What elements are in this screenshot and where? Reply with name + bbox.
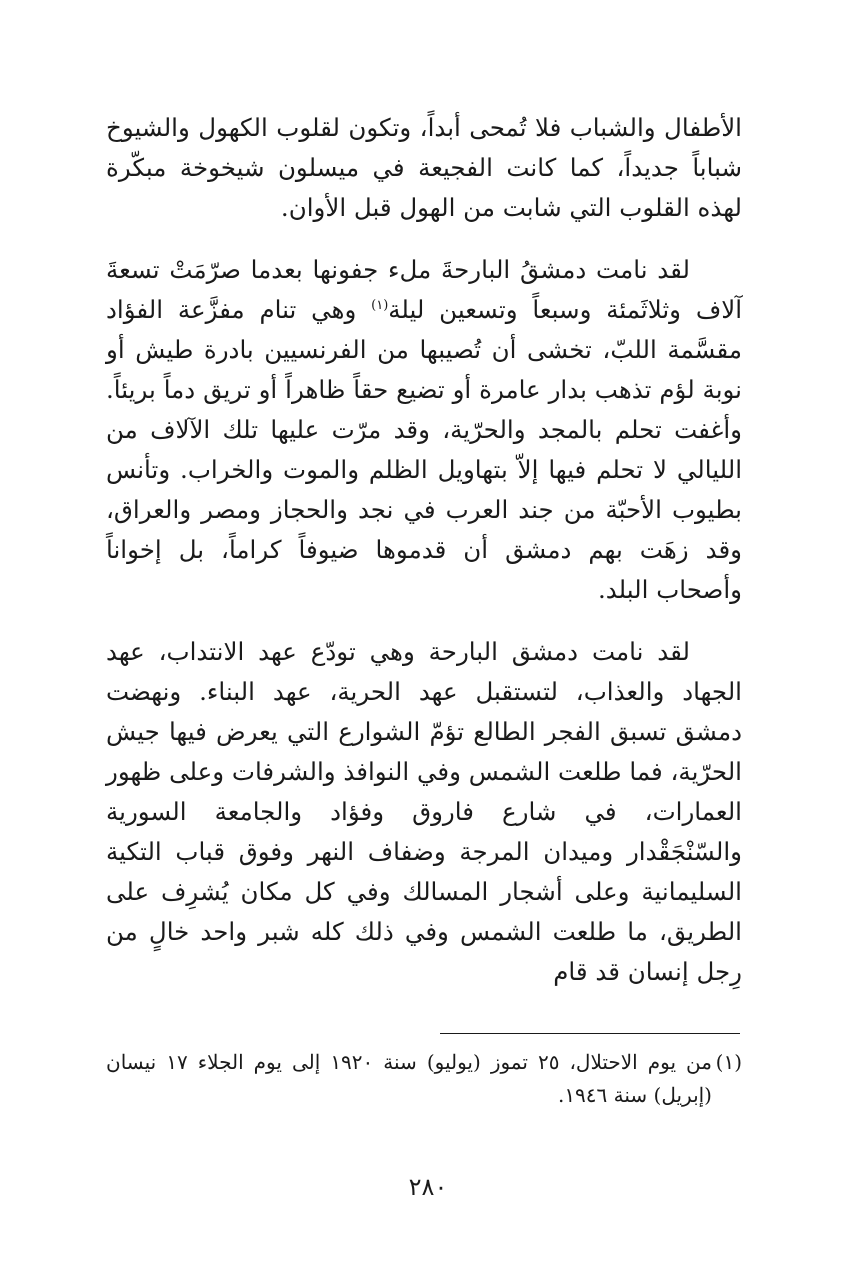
footnote-separator-line [440,1033,740,1034]
footnote-1-text: من يوم الاحتلال، ٢٥ تموز (يوليو) سنة ١٩٢٠ إلى يوم الجلاء ١٧ نيسان (إبريل) سنة ١٩٤٦. [106,1050,712,1107]
footnote-reference-1[interactable]: (١) [371,297,389,313]
paragraph-2-text-before-footnote: لقد نامت دمشقُ البارحةَ ملء جفونها بعدما صرّمَتْ تسعةَ آلاف وثلاثَمئة وسبعاً وتسعين ليلة [106,255,743,324]
footnote-1 [106,1046,742,1112]
paragraph-2 [106,250,742,610]
paragraph-2-text-after-footnote: وهي تنام مفزَّعة الفؤاد مقسَّمة اللبّ، تخشى أن تُصيبها من الفرنسيين بادرة طيش أو نوبة لؤم تذهب بدار عامرة أو تضيع حقاً ظاهراً أو تريق دماً بريئاً. وأغفت تحلم بالمجد والحرّية، وقد مرّت عليها تلك الآلاف من الليالي لا تحلم فيها إلاّ بتهاويل الظلم والموت والخراب. وتأنس بطيوب الأحبّة من جند العرب في نجد والحجاز ومصر والعراق، وقد زهَت بهم دمشق أن قدموها ضيوفاً كراماً، بل إخواناً وأصحاب البلد. [106,295,743,604]
footnote-1-mark: (١) [715,1050,742,1074]
paragraph-1: الأطفال والشباب فلا تُمحى أبداً، وتكون لقلوب الكهول والشيوخ شباباً جديداً، كما كانت الفجيعة في ميسلون شيخوخة مبكّرة لهذه القلوب التي شابت من الهول قبل الأوان. [106,113,742,222]
paragraph-3: لقد نامت دمشق البارحة وهي تودّع عهد الانتداب، عهد الجهاد والعذاب، لتستقبل عهد الحرية، عهد البناء. ونهضت دمشق تسبق الفجر الطالع تؤمّ الشوارع التي يعرض فيها جيش الحرّية، فما طلعت الشمس وفي النوافذ والشرفات وعلى ظهور العمارات، في شارع فاروق وفؤاد والجامعة السورية والسّنْجَقْدار وميدان المرجة وضفاف النهر وفوق قباب التكية السليمانية وعلى أشجار المسالك وفي كل مكان يُشرِف على الطريق، ما طلعت الشمس وفي ذلك كله شبر واحد خالٍ من رِجل إنسان قد قام [106,637,742,986]
page-body [106,108,742,992]
footnotes [106,1046,742,1112]
page-number: ٢٨٠ [408,1173,448,1201]
